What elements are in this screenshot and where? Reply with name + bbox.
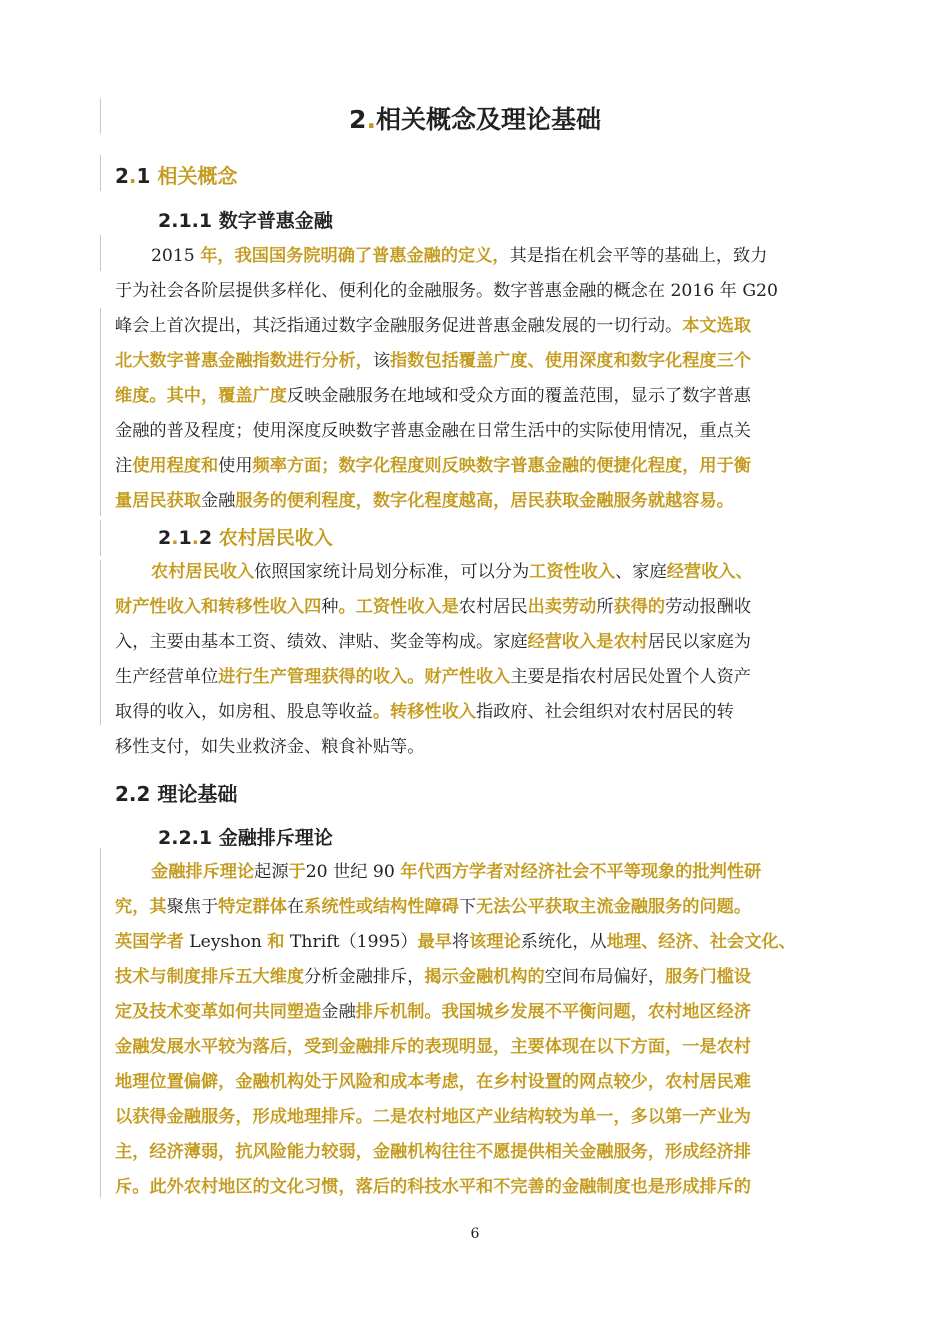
highlighted-text: 获得的 (613, 597, 666, 617)
paragraph-digital-inclusive-finance (115, 239, 830, 519)
subsection-heading-2-1-2 (158, 523, 333, 550)
subsection-heading-2-1-1: 2.1.1 数字普惠金融 (158, 210, 333, 232)
body-text: Leyshon (183, 932, 268, 952)
highlighted-text: 定及技术变革如何共同塑造 (115, 1002, 322, 1022)
highlighted-text: 经营收入、 (666, 562, 753, 582)
subsection-title: 农村居民收入 (218, 527, 333, 549)
heading-separator: . (171, 527, 179, 549)
paragraph-financial-exclusion (115, 855, 830, 1205)
body-text: 入，主要由基本工资、绩效、津贴、奖金等构成。家庭 (115, 632, 528, 652)
body-text: 、家庭 (615, 562, 667, 582)
paragraph-rural-income (115, 555, 830, 765)
body-text: 峰会上首次提出，其泛指通过数字金融服务促进普惠金融发展的一切行动。 (115, 316, 683, 336)
highlighted-text: 地理、经济、社会文化、 (606, 932, 796, 952)
margin-bar (100, 560, 101, 725)
page-title (0, 100, 950, 136)
highlighted-text: 排斥机制。我国城乡发展不平衡问题，农村地区经济 (355, 1002, 751, 1022)
body-text: 居民以家庭为 (647, 632, 751, 652)
body-text: 农村居民 (458, 597, 528, 617)
body-text: 20 世纪 90 (305, 862, 401, 882)
highlighted-text: 地理位置偏僻，金融机构处于风险和成本考虑，在乡村设置的网点较少，农村居民难 (115, 1072, 751, 1092)
page-number: 6 (470, 1226, 480, 1242)
highlighted-text: 维度。其中，覆盖广度 (115, 386, 287, 406)
body-text: 主要是指农村居民处置个人资产 (510, 667, 751, 687)
text-line (115, 274, 830, 309)
highlighted-text: 。转移性收入 (372, 702, 476, 722)
highlighted-text: 农村居民收入 (151, 562, 255, 582)
body-text: 系统化，从 (520, 932, 607, 952)
highlighted-text: 揭示金融机构的 (424, 967, 545, 987)
body-text: 分析金融排斥， (304, 967, 425, 987)
text-line (115, 590, 830, 625)
text-line (115, 890, 830, 925)
highlighted-text: 使用程度和 (132, 456, 219, 476)
text-line (115, 925, 830, 960)
highlighted-text: 金融排斥理论 (151, 862, 255, 882)
body-text: 反映金融服务在地域和受众方面的覆盖范围，显示了数字普惠 (286, 386, 751, 406)
text-line (115, 995, 830, 1030)
section-title: 相关概念 (157, 164, 238, 188)
body-text: 其是指在机会平等的基础上，致力 (509, 246, 768, 266)
margin-bar (100, 520, 101, 556)
highlighted-text: 财产性收入和转移性收入四 (115, 597, 322, 617)
highlighted-text: 工资性收入 (529, 562, 616, 582)
highlighted-text: 该理论 (469, 932, 521, 952)
text-line (115, 379, 830, 414)
title-number: 2 (349, 105, 367, 134)
highlighted-text: 无法公平获取主流金融服务的问题。 (476, 897, 752, 917)
highlighted-text: 最早 (417, 932, 452, 952)
body-text: 下 (458, 897, 477, 917)
highlighted-text: 服务门槛设 (665, 967, 752, 987)
body-text: 注 (115, 456, 133, 476)
body-text: 所 (596, 597, 614, 617)
text-line (115, 555, 830, 590)
section-heading-2-1 (115, 160, 237, 189)
highlighted-text: 于 (288, 862, 306, 882)
highlighted-text: 系统性或结构性障碍 (304, 897, 459, 917)
highlighted-text: 和 (267, 932, 285, 952)
body-text: 金融的普及程度；使用深度反映数字普惠金融在日常生活中的实际使用情况，重点关 (115, 421, 751, 441)
body-text: 使用 (218, 456, 253, 476)
highlighted-text: 指数包括覆盖广度、使用深度和数字化程度三个 (390, 351, 751, 371)
body-text: 指政府、社会组织对农村居民的转 (475, 702, 734, 722)
text-line (115, 730, 830, 765)
body-text: 移性支付，如失业救济金、粮食补贴等。 (115, 737, 425, 757)
text-line (115, 960, 830, 995)
text-line (115, 1170, 830, 1205)
highlighted-text: 服务的便利程度，数字化程度越高，居民获取金融服务就越容易。 (235, 491, 734, 511)
body-text: 依照国家统计局划分标准，可以分为 (254, 562, 530, 582)
text-line (115, 1030, 830, 1065)
body-text: 取得的收入，如房租、股息等收益 (115, 702, 373, 722)
text-line (115, 660, 830, 695)
text-line (115, 855, 830, 890)
margin-bar (100, 308, 101, 516)
text-line (115, 1100, 830, 1135)
body-text: 空间布局偏好， (544, 967, 666, 987)
highlighted-text: 金融发展水平较为落后，受到金融排斥的表现明显，主要体现在以下方面，一是农村 (115, 1037, 751, 1057)
text-line (115, 1065, 830, 1100)
body-text: 将 (452, 932, 470, 952)
highlighted-text: 。工资性收入是 (338, 597, 459, 617)
heading-number-part: 1 (178, 527, 192, 549)
highlighted-text: 量居民获取 (115, 491, 201, 511)
text-line (115, 484, 830, 519)
body-text: 聚焦于 (166, 897, 219, 917)
title-text: 相关概念及理论基础 (375, 105, 601, 134)
highlighted-text: 年代西方学者对经济社会不平等现象的批判性研 (400, 862, 762, 882)
body-text: 起源 (254, 862, 289, 882)
title-separator: . (366, 105, 376, 134)
highlighted-text: 主，经济薄弱，抗风险能力较弱，金融机构往往不愿提供相关金融服务，形成经济排 (115, 1142, 751, 1162)
text-line (115, 695, 830, 730)
body-text: 金融 (321, 1002, 356, 1022)
highlighted-text: 频率方面；数字化程度则反映数字普惠金融的便捷化程度，用于衡 (252, 456, 751, 476)
highlighted-text: 以获得金融服务，形成地理排斥。二是农村地区产业结构较为单一，多以第一产业为 (115, 1107, 751, 1127)
heading-number-part: 2 (158, 527, 172, 549)
margin-bar (100, 235, 101, 271)
margin-bar (100, 848, 101, 1198)
highlighted-text: 进行生产管理获得的收入。财产性收入 (218, 667, 511, 687)
body-text: 2015 (151, 246, 201, 266)
body-text: 生产经营单位 (115, 667, 219, 687)
section-number-minor: 1 (136, 164, 158, 188)
heading-number-part: 2 (198, 527, 219, 549)
body-text: 种 (321, 597, 339, 617)
body-text: 金融 (200, 491, 236, 511)
body-text: 该 (372, 351, 391, 371)
section-separator: . (128, 164, 137, 188)
section-heading-2-2: 2.2 理论基础 (115, 782, 238, 806)
highlighted-text: 经营收入是农村 (527, 632, 648, 652)
highlighted-text: 年，我国国务院明确了普惠金融的定义， (200, 246, 510, 266)
highlighted-text: 技术与制度排斥五大维度 (115, 967, 305, 987)
heading-separator: . (191, 527, 199, 549)
text-line (115, 239, 830, 274)
text-line (115, 625, 830, 660)
highlighted-text: 本文选取 (682, 316, 751, 336)
margin-bar (100, 155, 101, 191)
body-text: 于为社会各阶层提供多样化、便利化的金融服务。数字普惠金融的概念在 2016 年 G20 (115, 281, 778, 301)
body-text: Thrift（1995） (284, 932, 418, 952)
highlighted-text: 英国学者 (115, 932, 184, 952)
highlighted-text: 出卖劳动 (527, 597, 597, 617)
highlighted-text: 斥。此外农村地区的文化习惯，落后的科技水平和不完善的金融制度也是形成排斥的 (115, 1177, 751, 1197)
text-line (115, 414, 830, 449)
text-line (115, 1135, 830, 1170)
body-text: 劳动报酬收 (665, 597, 752, 617)
highlighted-text: 特定群体 (218, 897, 287, 917)
text-line (115, 309, 830, 344)
text-line (115, 344, 830, 379)
section-number: 2 (115, 164, 129, 188)
highlighted-text: 北大数字普惠金融指数进行分析， (115, 351, 373, 371)
body-text: 在 (286, 897, 305, 917)
subsection-heading-2-2-1: 2.2.1 金融排斥理论 (158, 827, 333, 849)
highlighted-text: 究，其 (115, 897, 167, 917)
text-line (115, 449, 830, 484)
